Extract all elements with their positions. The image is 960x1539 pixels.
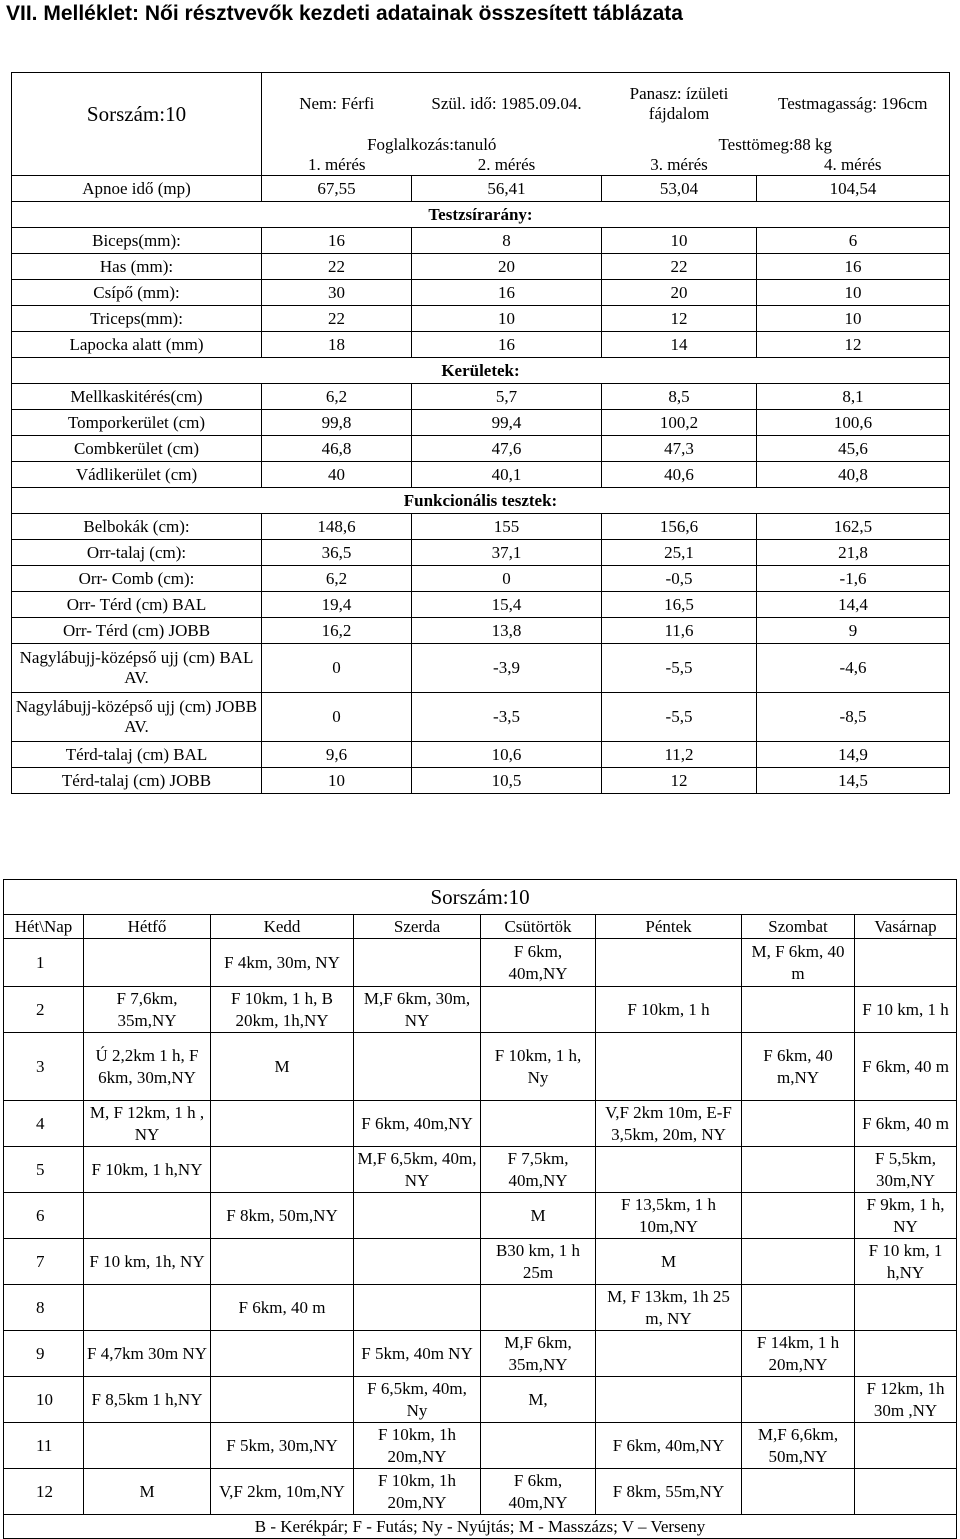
schedule-caption: Sorszám:10 xyxy=(4,880,957,915)
value-cell: 9 xyxy=(757,618,950,644)
value-cell: 10 xyxy=(757,306,950,332)
empty-cell xyxy=(855,1331,957,1377)
measurement-row xyxy=(12,462,950,488)
measurement-row xyxy=(12,540,950,566)
row-label: Mellkaskitérés(cm) xyxy=(12,384,262,410)
measurement-row xyxy=(12,410,950,436)
value-cell: 16 xyxy=(757,254,950,280)
week-number: 7 xyxy=(4,1239,84,1285)
week-number: 1 xyxy=(4,939,84,987)
empty-cell xyxy=(354,1285,481,1331)
value-cell: 100,2 xyxy=(602,410,757,436)
value-cell: -4,6 xyxy=(757,644,950,693)
training-cell: F 6km, 40 m xyxy=(855,1033,957,1101)
value-cell: 6 xyxy=(757,228,950,254)
week-number: 4 xyxy=(4,1101,84,1147)
training-cell: M, xyxy=(481,1377,596,1423)
row-label: Tomporkerület (cm) xyxy=(12,410,262,436)
row-label: Lapocka alatt (mm) xyxy=(12,332,262,358)
training-cell: M,F 6,5km, 40m, NY xyxy=(354,1147,481,1193)
training-cell: F 6km, 40 m,NY xyxy=(742,1033,855,1101)
empty-cell xyxy=(742,1469,855,1515)
empty-cell xyxy=(354,1239,481,1285)
row-label: Orr- Comb (cm): xyxy=(12,566,262,592)
row-label: Térd-talaj (cm) BAL xyxy=(12,742,262,768)
measurement-row xyxy=(12,436,950,462)
row-label: Orr-talaj (cm): xyxy=(12,540,262,566)
value-cell: 14,4 xyxy=(757,592,950,618)
training-cell: F 5km, 40m NY xyxy=(354,1331,481,1377)
empty-cell xyxy=(211,1101,354,1147)
value-cell: 16,2 xyxy=(262,618,412,644)
header-week: Hét\Nap xyxy=(4,915,84,939)
week-number: 5 xyxy=(4,1147,84,1193)
value-cell: -5,5 xyxy=(602,644,757,693)
measurement-row xyxy=(12,254,950,280)
training-cell: F 13,5km, 1 h 10m,NY xyxy=(596,1193,742,1239)
empty-cell xyxy=(596,1033,742,1101)
empty-cell xyxy=(596,1331,742,1377)
schedule-header-row xyxy=(4,915,957,939)
value-cell: 13,8 xyxy=(412,618,602,644)
value-cell: 16 xyxy=(262,228,412,254)
value-cell: 10,5 xyxy=(412,768,602,794)
value-cell: 0 xyxy=(412,566,602,592)
value-cell: 16 xyxy=(412,280,602,306)
training-cell: V,F 2km 10m, E-F 3,5km, 20m, NY xyxy=(596,1101,742,1147)
training-cell: F 6km, 40m,NY xyxy=(481,939,596,987)
value-cell: 156,6 xyxy=(602,514,757,540)
participant-complaint: Panasz: ízületi fájdalom xyxy=(602,73,757,136)
header-day: Szombat xyxy=(742,915,855,939)
legend-row xyxy=(4,1515,957,1539)
empty-cell xyxy=(742,987,855,1033)
value-cell: 155 xyxy=(412,514,602,540)
measurement-row xyxy=(12,228,950,254)
training-cell: F 7,6km, 35m,NY xyxy=(84,987,211,1033)
section-row xyxy=(12,358,950,384)
value-cell: 9,6 xyxy=(262,742,412,768)
week-row xyxy=(4,1285,957,1331)
empty-cell xyxy=(354,1193,481,1239)
measurement-row xyxy=(12,618,950,644)
value-cell: 8 xyxy=(412,228,602,254)
week-row xyxy=(4,939,957,987)
empty-cell xyxy=(211,1377,354,1423)
training-cell: F 6,5km, 40m, Ny xyxy=(354,1377,481,1423)
value-cell: 19,4 xyxy=(262,592,412,618)
value-cell: 12 xyxy=(602,768,757,794)
training-cell: M xyxy=(481,1193,596,1239)
value-cell: 100,6 xyxy=(757,410,950,436)
value-cell: 10 xyxy=(757,280,950,306)
value-cell: 25,1 xyxy=(602,540,757,566)
empty-cell xyxy=(596,1377,742,1423)
section-heading-keruletek: Kerületek: xyxy=(12,358,950,384)
value-cell: 6,2 xyxy=(262,566,412,592)
week-number: 3 xyxy=(4,1033,84,1101)
value-cell: 30 xyxy=(262,280,412,306)
apnoe-row xyxy=(12,176,950,202)
training-cell: F 8km, 55m,NY xyxy=(596,1469,742,1515)
measurement-row xyxy=(12,693,950,742)
training-cell: F 10 km, 1 h,NY xyxy=(855,1239,957,1285)
training-cell: M,F 6,6km, 50m,NY xyxy=(742,1423,855,1469)
value-cell: -8,5 xyxy=(757,693,950,742)
value-cell: 21,8 xyxy=(757,540,950,566)
row-label: Nagylábujj-középső ujj (cm) JOBB AV. xyxy=(12,693,262,742)
training-cell: F 6km, 40m,NY xyxy=(354,1101,481,1147)
measurement-row xyxy=(12,306,950,332)
value-cell: -3,9 xyxy=(412,644,602,693)
training-cell: B30 km, 1 h 25m xyxy=(481,1239,596,1285)
training-cell: F 10km, 1h 20m,NY xyxy=(354,1423,481,1469)
training-cell: M xyxy=(596,1239,742,1285)
participant-id: Sorszám:10 xyxy=(12,73,262,156)
measurement-header-row xyxy=(12,155,950,176)
training-cell: Ú 2,2km 1 h, F 6km, 30m,NY xyxy=(84,1033,211,1101)
training-cell: F 10km, 1 h,NY xyxy=(84,1147,211,1193)
week-number: 12 xyxy=(4,1469,84,1515)
value-cell: 40,8 xyxy=(757,462,950,488)
training-cell: F 4,7km 30m NY xyxy=(84,1331,211,1377)
header-day: Péntek xyxy=(596,915,742,939)
row-label: Orr- Térd (cm) JOBB xyxy=(12,618,262,644)
participant-header-row xyxy=(12,73,950,136)
empty-cell xyxy=(84,1193,211,1239)
section-row xyxy=(12,202,950,228)
training-cell: M, F 6km, 40 m xyxy=(742,939,855,987)
training-cell: M,F 6km, 35m,NY xyxy=(481,1331,596,1377)
training-cell: F 10km, 1 h xyxy=(596,987,742,1033)
training-cell: F 5km, 30m,NY xyxy=(211,1423,354,1469)
empty-cell xyxy=(855,939,957,987)
training-cell: F 5,5km, 30m,NY xyxy=(855,1147,957,1193)
training-cell: F 10km, 1 h, B 20km, 1h,NY xyxy=(211,987,354,1033)
training-cell: F 10km, 1 h, Ny xyxy=(481,1033,596,1101)
value-cell: 12 xyxy=(602,306,757,332)
measurement-header-blank xyxy=(12,155,262,176)
measurement-row xyxy=(12,332,950,358)
measurement-row xyxy=(12,742,950,768)
value-cell: 10 xyxy=(412,306,602,332)
value-cell: 22 xyxy=(262,306,412,332)
value-cell: 10 xyxy=(262,768,412,794)
training-cell: F 8,5km 1 h,NY xyxy=(84,1377,211,1423)
value-cell: 14,9 xyxy=(757,742,950,768)
measurement-row xyxy=(12,768,950,794)
value-cell: 40,6 xyxy=(602,462,757,488)
row-label: Has (mm): xyxy=(12,254,262,280)
value-cell: 0 xyxy=(262,693,412,742)
value-cell: 148,6 xyxy=(262,514,412,540)
training-cell: V,F 2km, 10m,NY xyxy=(211,1469,354,1515)
empty-cell xyxy=(742,1147,855,1193)
value-cell: -5,5 xyxy=(602,693,757,742)
row-label: Apnoe idő (mp) xyxy=(12,176,262,202)
measurement-header-4: 4. mérés xyxy=(757,155,950,176)
value-cell: 162,5 xyxy=(757,514,950,540)
empty-cell xyxy=(742,1193,855,1239)
value-cell: 11,6 xyxy=(602,618,757,644)
value-cell: 46,8 xyxy=(262,436,412,462)
row-label: Combkerület (cm) xyxy=(12,436,262,462)
header-day: Vasárnap xyxy=(855,915,957,939)
section-row xyxy=(12,488,950,514)
value-cell: 20 xyxy=(412,254,602,280)
training-cell: F 6km, 40m,NY xyxy=(596,1423,742,1469)
participant-birthdate: Szül. idő: 1985.09.04. xyxy=(412,73,602,136)
training-cell: F 12km, 1h 30m ,NY xyxy=(855,1377,957,1423)
empty-cell xyxy=(596,1147,742,1193)
funkcionalis-rows xyxy=(12,514,950,794)
week-number: 6 xyxy=(4,1193,84,1239)
measurement-row xyxy=(12,514,950,540)
value-cell: 40 xyxy=(262,462,412,488)
value-cell: 8,5 xyxy=(602,384,757,410)
empty-cell xyxy=(84,939,211,987)
training-cell: F 4km, 30m, NY xyxy=(211,939,354,987)
empty-cell xyxy=(211,1147,354,1193)
value-cell: 40,1 xyxy=(412,462,602,488)
measurement-row xyxy=(12,384,950,410)
empty-cell xyxy=(481,1101,596,1147)
week-row xyxy=(4,987,957,1033)
value-cell: 99,4 xyxy=(412,410,602,436)
value-cell: 10 xyxy=(602,228,757,254)
value-cell: 8,1 xyxy=(757,384,950,410)
page-title: VII. Melléklet: Női résztvevők kezdeti adatainak összesített táblázata xyxy=(6,2,683,25)
empty-cell xyxy=(855,1285,957,1331)
value-cell: 37,1 xyxy=(412,540,602,566)
empty-cell xyxy=(84,1285,211,1331)
value-cell: -0,5 xyxy=(602,566,757,592)
training-cell: M, F 12km, 1 h , NY xyxy=(84,1101,211,1147)
value-cell: 53,04 xyxy=(602,176,757,202)
week-row xyxy=(4,1331,957,1377)
training-cell: F 6km, 40m,NY xyxy=(481,1469,596,1515)
empty-cell xyxy=(354,1033,481,1101)
measurement-row xyxy=(12,592,950,618)
week-number: 10 xyxy=(4,1377,84,1423)
week-row xyxy=(4,1377,957,1423)
value-cell: 45,6 xyxy=(757,436,950,462)
row-label: Belbokák (cm): xyxy=(12,514,262,540)
measurement-header-1: 1. mérés xyxy=(262,155,412,176)
value-cell: 20 xyxy=(602,280,757,306)
row-label: Csípő (mm): xyxy=(12,280,262,306)
header-day: Szerda xyxy=(354,915,481,939)
participant-occupation: Foglalkozás:tanuló xyxy=(262,135,602,155)
row-label: Vádlikerület (cm) xyxy=(12,462,262,488)
empty-cell xyxy=(742,1285,855,1331)
participant-measurements-table xyxy=(11,72,950,794)
measurement-row xyxy=(12,280,950,306)
empty-cell xyxy=(211,1239,354,1285)
week-row xyxy=(4,1033,957,1101)
value-cell: 5,7 xyxy=(412,384,602,410)
measurement-row xyxy=(12,566,950,592)
schedule-caption-row xyxy=(4,880,957,915)
value-cell: 18 xyxy=(262,332,412,358)
value-cell: 47,6 xyxy=(412,436,602,462)
measurement-header-2: 2. mérés xyxy=(412,155,602,176)
value-cell: 0 xyxy=(262,644,412,693)
testzsir-rows xyxy=(12,228,950,358)
week-row xyxy=(4,1147,957,1193)
empty-cell xyxy=(855,1423,957,1469)
empty-cell xyxy=(742,1101,855,1147)
week-row xyxy=(4,1239,957,1285)
participant-weight: Testtömeg:88 kg xyxy=(602,135,950,155)
empty-cell xyxy=(481,1423,596,1469)
training-cell: M xyxy=(84,1469,211,1515)
row-label: Biceps(mm): xyxy=(12,228,262,254)
week-row xyxy=(4,1193,957,1239)
value-cell: 14 xyxy=(602,332,757,358)
week-row xyxy=(4,1469,957,1515)
value-cell: -1,6 xyxy=(757,566,950,592)
value-cell: 67,55 xyxy=(262,176,412,202)
week-number: 2 xyxy=(4,987,84,1033)
week-number: 9 xyxy=(4,1331,84,1377)
week-row xyxy=(4,1423,957,1469)
training-cell: F 6km, 40 m xyxy=(855,1101,957,1147)
training-cell: F 6km, 40 m xyxy=(211,1285,354,1331)
section-heading-funkcionalis: Funkcionális tesztek: xyxy=(12,488,950,514)
training-schedule-table xyxy=(3,879,957,1539)
participant-height: Testmagasság: 196cm xyxy=(757,73,950,136)
row-label: Térd-talaj (cm) JOBB xyxy=(12,768,262,794)
header-day: Hétfő xyxy=(84,915,211,939)
row-label: Nagylábujj-középső ujj (cm) BAL AV. xyxy=(12,644,262,693)
empty-cell xyxy=(84,1423,211,1469)
value-cell: 47,3 xyxy=(602,436,757,462)
value-cell: 15,4 xyxy=(412,592,602,618)
value-cell: 99,8 xyxy=(262,410,412,436)
training-cell: F 10 km, 1h, NY xyxy=(84,1239,211,1285)
value-cell: 14,5 xyxy=(757,768,950,794)
week-number: 8 xyxy=(4,1285,84,1331)
training-cell: M, F 13km, 1h 25 m, NY xyxy=(596,1285,742,1331)
value-cell: 16,5 xyxy=(602,592,757,618)
value-cell: 22 xyxy=(262,254,412,280)
value-cell: 12 xyxy=(757,332,950,358)
value-cell: -3,5 xyxy=(412,693,602,742)
week-number: 11 xyxy=(4,1423,84,1469)
value-cell: 10,6 xyxy=(412,742,602,768)
empty-cell xyxy=(481,1285,596,1331)
value-cell: 104,54 xyxy=(757,176,950,202)
header-day: Kedd xyxy=(211,915,354,939)
value-cell: 6,2 xyxy=(262,384,412,410)
empty-cell xyxy=(855,1469,957,1515)
empty-cell xyxy=(596,939,742,987)
empty-cell xyxy=(481,987,596,1033)
training-cell: F 10 km, 1 h xyxy=(855,987,957,1033)
empty-cell xyxy=(354,939,481,987)
section-heading-testzsir: Testzsírarány: xyxy=(12,202,950,228)
empty-cell xyxy=(742,1239,855,1285)
row-label: Triceps(mm): xyxy=(12,306,262,332)
row-label: Orr- Térd (cm) BAL xyxy=(12,592,262,618)
header-day: Csütörtök xyxy=(481,915,596,939)
training-cell: F 8km, 50m,NY xyxy=(211,1193,354,1239)
training-cell: F 7,5km, 40m,NY xyxy=(481,1147,596,1193)
measurement-row xyxy=(12,644,950,693)
training-cell: F 10km, 1h 20m,NY xyxy=(354,1469,481,1515)
training-cell: F 14km, 1 h 20m,NY xyxy=(742,1331,855,1377)
keruletek-rows xyxy=(12,384,950,488)
training-cell: M xyxy=(211,1033,354,1101)
value-cell: 16 xyxy=(412,332,602,358)
value-cell: 11,2 xyxy=(602,742,757,768)
schedule-legend: B - Kerékpár; F - Futás; Ny - Nyújtás; M - Masszázs; V – Verseny xyxy=(4,1515,957,1539)
participant-gender: Nem: Férfi xyxy=(262,73,412,136)
training-cell: F 9km, 1 h, NY xyxy=(855,1193,957,1239)
value-cell: 22 xyxy=(602,254,757,280)
week-row xyxy=(4,1101,957,1147)
training-cell: M,F 6km, 30m, NY xyxy=(354,987,481,1033)
empty-cell xyxy=(211,1331,354,1377)
value-cell: 36,5 xyxy=(262,540,412,566)
measurement-header-3: 3. mérés xyxy=(602,155,757,176)
empty-cell xyxy=(742,1377,855,1423)
value-cell: 56,41 xyxy=(412,176,602,202)
